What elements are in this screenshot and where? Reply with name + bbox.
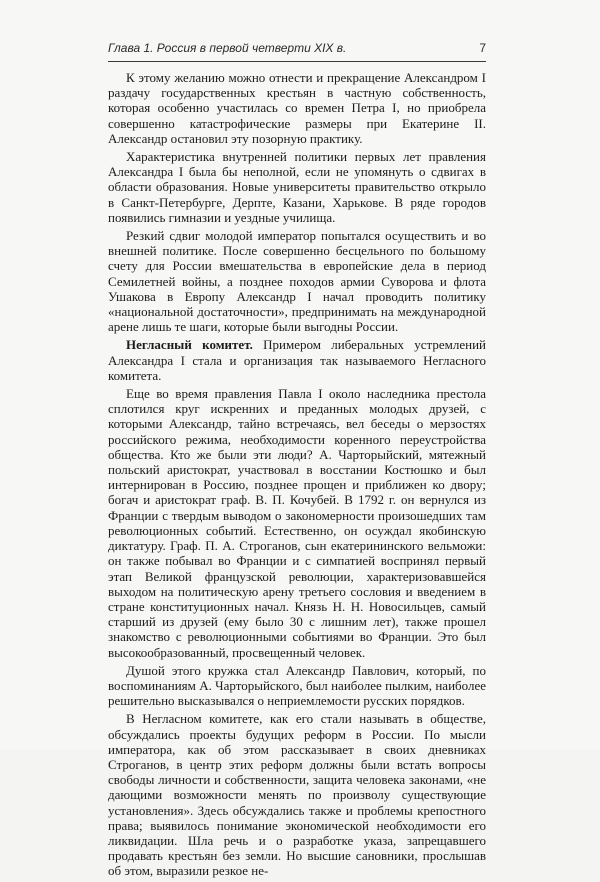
paragraph-text: Примером либеральных устремлений Александра I стала и организация так называемого Негласного комитета.	[108, 337, 486, 383]
page-number: 7	[479, 41, 486, 55]
paragraph: Резкий сдвиг молодой император попытался осуществить и во внешней политике. После совершенно бесцельного по большому счету для России вмешательства в европейские дела в период Семилетней войны, а позднее походов армии Суворова и флота Ушакова в Европу Александр I начал проводить политику «национальной достаточности», предпринимать на международной арене лишь те шаги, которые были выгодны России.	[108, 228, 486, 335]
paragraph: Характеристика внутренней политики первых лет правления Александра I была бы неполной, если не упомянуть о сдвигах в области образования. Новые университеты правительство открыло в Санкт-Петербурге, Дерпте, Казани, Харькове. В ряде городов появились гимназии и уездные училища.	[108, 149, 486, 225]
body-text	[108, 70, 486, 882]
header-rule	[108, 61, 486, 62]
paragraph-with-heading	[108, 337, 486, 383]
paragraph: К этому желанию можно отнести и прекращение Александром I раздачу государственных крестьян в частную собственность, которая особенно участилась со времен Петра I, но приобрела совершенно катастрофические размеры при Екатерине II. Александр остановил эту позорную практику.	[108, 70, 486, 146]
chapter-title: Глава 1. Россия в первой четверти XIX в.	[108, 41, 347, 55]
paragraph: В Негласном комитете, как его стали называть в обществе, обсуждались проекты будущих реформ в России. По мысли императора, как об этом рассказывает в своих дневниках Строганов, в центр этих реформ должны были встать вопросы свободы личности и собственности, защита человека законами, «не дающими возможности менять по произволу существующие установления». Здесь обсуждались также и проблемы крепостного права; выявилось понимание экономической необходимости его ликвидации. Шла речь и о разработке указа, запрещавшего продавать крестьян без земли. Но высшие сановники, прослышав об этом, выразили резкое не-	[108, 711, 486, 879]
running-head	[108, 41, 486, 55]
section-heading: Негласный комитет.	[126, 337, 253, 353]
paragraph: Душой этого кружка стал Александр Павлович, который, по воспоминаниям А. Чарторыйского, был наиболее пылким, наиболее решительно высказывался о неприемлемости русских порядков.	[108, 662, 486, 709]
paragraph: Еще во время правления Павла I около наследника престола сплотился круг искренних и преданных молодых друзей, с которыми Александр, тайно встречаясь, вел беседы о мерзостях российского режима, необходимости коренного переустройства общества. Кто же были эти люди? А. Чарторыйский, мятежный польский аристократ, участвовал в восстании Костюшко и был интернирован в Россию, позднее прощен и приближен ко двору; богач и аристократ граф. В. П. Кочубей. В 1792 г. он вернулся из Франции с твердым выводом о закономерности произошедших там революционных событий. Естественно, он осуждал якобинскую диктатуру. Граф. П. А. Строганов, сын екатерининского вельможи: он также побывал во Франции и с симпатией воспринял первый этап Великой французской революции, характеризовавшейся выходом на политическую арену третьего сословия и введением в стране конституционных начал. Князь Н. Н. Новосильцев, самый старший из друзей (ему было 30 с лишним лет), также прошел знакомство с революционными событиями во Франции. Это был высокообразованный, просвещенный человек.	[108, 386, 486, 660]
